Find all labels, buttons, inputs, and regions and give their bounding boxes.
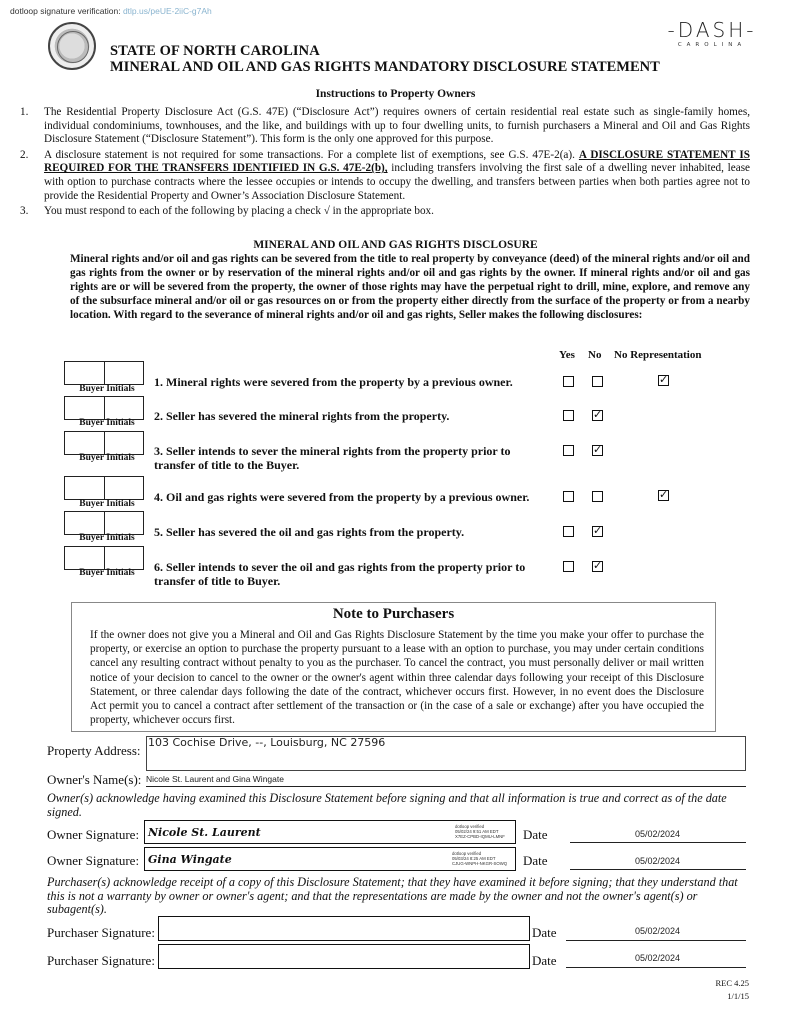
question-6: 6. Seller intends to sever the oil and gas rights from the property prior to transfer of title to Buyer. bbox=[154, 560, 526, 588]
nc-real-estate-commission-seal-icon bbox=[48, 22, 96, 70]
initials-cell-2[interactable] bbox=[105, 397, 144, 419]
dotloop-verified-stamp-2 bbox=[452, 851, 507, 866]
initials-cell-2[interactable] bbox=[105, 512, 144, 534]
instructions-list bbox=[20, 106, 750, 221]
date-line bbox=[570, 842, 746, 843]
instructions-heading: Instructions to Property Owners bbox=[315, 88, 476, 100]
disclosure-body: Mineral rights and/or oil and gas rights can be severed from the title to real property by conveyance (deed) of the mineral rights and/or oil and gas rights from the owner or by reservation of the mineral rights and/or oil and gas rights by the owner. If mineral rights and/or oil and gas rights are or will be severed from the property, the owner of those rights may have the perpetual right to drill, mine, explore, and remove any of the subsurface mineral and/or oil or gas resources on or from the property either directly from the surface of the property or from a nearby location. With regard to the severance of mineral rights and/or oil and gas rights, Seller makes the following disclosures: bbox=[70, 253, 750, 321]
q5-yes-checkbox[interactable] bbox=[563, 526, 574, 537]
dash-carolina-logo bbox=[662, 20, 762, 48]
buyer-initials-label: Buyer Initials bbox=[79, 499, 135, 509]
q4-no-representation-checkbox[interactable]: ✓ bbox=[659, 488, 669, 501]
initials-cell-2[interactable] bbox=[105, 477, 144, 499]
initials-cell-1[interactable] bbox=[65, 432, 105, 454]
purchaser-acknowledgement: Purchaser(s) acknowledge receipt of a copy of this Disclosure Statement; that they have examined it before signing; that they understand that this is not a warranty by owner or owner's agent; and that the representations are made by the owner and not the owner's agent(s) or subagent(s). bbox=[47, 875, 738, 916]
q1-yes-checkbox[interactable] bbox=[563, 376, 574, 387]
q4-no-checkbox[interactable] bbox=[592, 491, 603, 502]
date-label: Date bbox=[532, 953, 557, 968]
owner-signature-label: Owner Signature: bbox=[47, 853, 140, 868]
owner-date-1[interactable]: 05/02/2024 bbox=[634, 829, 681, 839]
item-text: including transfers involving the first sale of a dwelling never inhabited, lease with option to purchase contracts where the lessee occupies or intends to occupy the dwelling, and transfers between parties when both parties agree not to provide the Residential Property and Owner’s Association Disclosure Statement. bbox=[44, 162, 751, 202]
item-text: You must respond to each of the following by placing a check √ in the appropriate box. bbox=[44, 205, 434, 218]
column-yes: Yes bbox=[559, 349, 575, 361]
verification-label: dotloop signature verification: bbox=[10, 6, 121, 16]
date-line bbox=[566, 940, 746, 941]
buyer-initials-label: Buyer Initials bbox=[79, 384, 135, 394]
initials-cell-1[interactable] bbox=[65, 362, 105, 384]
property-address-value: 103 Cochise Drive, --, Louisburg, NC 27596 bbox=[148, 736, 386, 749]
verified-line: dotloop verified bbox=[455, 824, 485, 829]
buyer-initials-field[interactable] bbox=[64, 396, 144, 420]
owners-name-label: Owner's Name(s): bbox=[47, 772, 142, 787]
question-2: 2. Seller has severed the mineral rights from the property. bbox=[154, 409, 450, 423]
buyer-initials-label: Buyer Initials bbox=[79, 453, 135, 463]
column-no: No bbox=[588, 349, 602, 361]
q1-no-representation-checkbox[interactable]: ✓ bbox=[659, 373, 669, 386]
question-3: 3. Seller intends to sever the mineral rights from the property prior to transfer of title to the Buyer. bbox=[154, 444, 511, 472]
note-title: Note to Purchasers bbox=[332, 606, 455, 622]
logo-main-text: -DASH- bbox=[667, 18, 757, 42]
item-text: The Residential Property Disclosure Act (G.S. 47E) (“Disclosure Act”) requires owners of certain residential real estate such as single-family homes, individual condominiums, townhouses, and the like, and buildings with up to four dwelling units, to furnish purchasers a Mineral and Oil and Gas Rights Disclosure Statement (“Disclosure Statement”). This form is the only one approved for this purpose. bbox=[44, 106, 750, 146]
form-title: MINERAL AND OIL AND GAS RIGHTS MANDATORY DISCLOSURE STATEMENT bbox=[110, 59, 660, 75]
q6-no-checkbox[interactable]: ✓ bbox=[593, 559, 603, 572]
date-line bbox=[570, 869, 746, 870]
state-title: STATE OF NORTH CAROLINA bbox=[110, 43, 320, 59]
verified-id: CJUG-WNPH-NKGR-SOWQ bbox=[452, 861, 508, 866]
item-number: 2. bbox=[20, 148, 29, 161]
q1-no-checkbox[interactable] bbox=[592, 376, 603, 387]
buyer-initials-label: Buyer Initials bbox=[79, 418, 135, 428]
item-text: A disclosure statement is not required for some transactions. For a complete list of exemptions, see G.S. 47E-2(a). bbox=[44, 148, 579, 161]
initials-cell-1[interactable] bbox=[65, 512, 105, 534]
item-emphasis-text: A DISCLOSURE STATEMENT IS REQUIRED FOR THE TRANSFERS IDENTIFIED IN G.S. 47E-2(b), bbox=[44, 148, 750, 175]
property-address-label: Property Address: bbox=[47, 743, 141, 758]
note-body: If the owner does not give you a Mineral and Oil and Gas Rights Disclosure Statement by the time you make your offer to purchase the property, or exercise an option to purchase the property pursuant to a lease with an option to purchase, you may under certain conditions cancel any resulting contract without penalty to you as the purchaser. To cancel the contract, you must personally deliver or mail written notice of your decision to cancel to the owner or the owner's agent within three calendar days following your receipt of this Disclosure Statement, or three calendar days following the date of the contract, whichever occurs first. However, in no event does the Disclosure Act permit you to cancel a contract after settlement of the transaction or (in the case of a sale or exchange) after you have occupied the property, whichever occurs first. bbox=[90, 629, 704, 727]
initials-cell-2[interactable] bbox=[105, 432, 144, 454]
owner-date-2[interactable]: 05/02/2024 bbox=[634, 856, 681, 866]
owner-acknowledgement: Owner(s) acknowledge having examined this Disclosure Statement before signing and that all information is true and correct as of the date signed. bbox=[47, 791, 727, 819]
purchaser-signature-field-1[interactable] bbox=[158, 916, 530, 941]
instruction-item-3 bbox=[20, 205, 750, 219]
verified-timestamp: 05/03/24 8:25 AM EDT bbox=[452, 856, 496, 861]
buyer-initials-field[interactable] bbox=[64, 546, 144, 570]
verified-line: dotloop verified bbox=[452, 851, 482, 856]
date-line bbox=[566, 967, 746, 968]
buyer-initials-label: Buyer Initials bbox=[79, 568, 135, 578]
verification-link[interactable]: dtlp.us/peUE-2iiC-g7Ah bbox=[122, 6, 212, 16]
purchaser-signature-label: Purchaser Signature: bbox=[47, 925, 155, 940]
q6-yes-checkbox[interactable] bbox=[563, 561, 574, 572]
dotloop-verified-stamp-1 bbox=[455, 824, 505, 839]
purchaser-signature-field-2[interactable] bbox=[158, 944, 530, 969]
buyer-initials-label: Buyer Initials bbox=[79, 533, 135, 543]
q2-no-checkbox[interactable]: ✓ bbox=[593, 408, 603, 421]
buyer-initials-field[interactable] bbox=[64, 431, 144, 455]
q5-no-checkbox[interactable]: ✓ bbox=[593, 524, 603, 537]
purchaser-signature-label: Purchaser Signature: bbox=[47, 953, 155, 968]
q3-no-checkbox[interactable]: ✓ bbox=[593, 443, 603, 456]
buyer-initials-field[interactable] bbox=[64, 361, 144, 385]
question-5: 5. Seller has severed the oil and gas rights from the property. bbox=[154, 525, 465, 539]
instruction-item-2 bbox=[20, 149, 750, 203]
verified-id: X7EZ-CPBD-IQMU-LMNF bbox=[455, 834, 505, 839]
initials-cell-2[interactable] bbox=[105, 547, 144, 569]
initials-cell-1[interactable] bbox=[65, 547, 105, 569]
q3-yes-checkbox[interactable] bbox=[563, 445, 574, 456]
signature-verification bbox=[10, 6, 212, 16]
buyer-initials-field[interactable] bbox=[64, 476, 144, 500]
initials-cell-1[interactable] bbox=[65, 397, 105, 419]
disclosure-heading: MINERAL AND OIL AND GAS RIGHTS DISCLOSURE bbox=[253, 239, 538, 251]
owner-signature-2: Gina Wingate bbox=[148, 853, 232, 866]
initials-cell-2[interactable] bbox=[105, 362, 144, 384]
question-1: 1. Mineral rights were severed from the property by a previous owner. bbox=[154, 375, 513, 389]
date-label: Date bbox=[523, 853, 548, 868]
q2-yes-checkbox[interactable] bbox=[563, 410, 574, 421]
instruction-item-1 bbox=[20, 106, 750, 147]
date-label: Date bbox=[523, 827, 548, 842]
owner-signature-1: Nicole St. Laurent bbox=[148, 826, 261, 839]
owner-signature-label: Owner Signature: bbox=[47, 827, 140, 842]
form-date: 1/1/15 bbox=[727, 991, 749, 1001]
buyer-initials-field[interactable] bbox=[64, 511, 144, 535]
question-4: 4. Oil and gas rights were severed from the property by a previous owner. bbox=[154, 490, 530, 504]
form-code: REC 4.25 bbox=[715, 978, 749, 988]
column-no-representation: No Representation bbox=[614, 349, 702, 361]
owners-name-line bbox=[146, 786, 746, 787]
item-number: 1. bbox=[20, 106, 29, 118]
purchaser-date-1[interactable]: 05/02/2024 bbox=[634, 926, 681, 936]
q4-yes-checkbox[interactable] bbox=[563, 491, 574, 502]
logo-sub-text: CAROLINA bbox=[677, 42, 747, 48]
item-number: 3. bbox=[20, 205, 29, 218]
date-label: Date bbox=[532, 925, 557, 940]
initials-cell-1[interactable] bbox=[65, 477, 105, 499]
verified-timestamp: 05/02/24 9:51 AM EDT bbox=[455, 829, 499, 834]
owners-name-value[interactable]: Nicole St. Laurent and Gina Wingate bbox=[146, 774, 284, 784]
purchaser-date-2[interactable]: 05/02/2024 bbox=[634, 953, 681, 963]
